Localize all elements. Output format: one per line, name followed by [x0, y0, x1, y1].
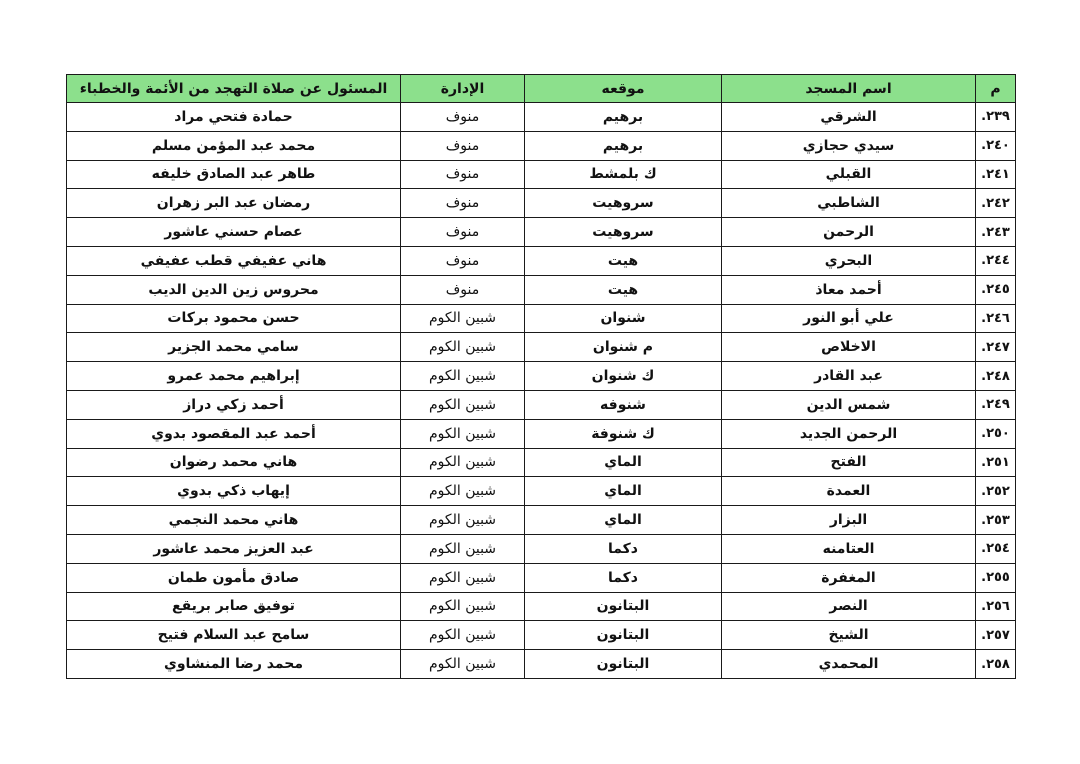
cell-mosque-name: أحمد معاذ [722, 275, 976, 304]
cell-location: م شنوان [525, 333, 722, 362]
cell-administration: شبين الكوم [401, 592, 525, 621]
cell-responsible: محروس زين الدين الديب [67, 275, 401, 304]
cell-mosque-name: الرحمن الجديد [722, 419, 976, 448]
table-row [67, 103, 1016, 132]
table-row [67, 477, 1016, 506]
cell-num: ٢٤٢. [976, 189, 1016, 218]
table-row [67, 592, 1016, 621]
cell-num: ٢٤٤. [976, 246, 1016, 275]
table-row [67, 275, 1016, 304]
cell-location: الماي [525, 506, 722, 535]
cell-mosque-name: العمدة [722, 477, 976, 506]
cell-responsible: رمضان عبد البر زهران [67, 189, 401, 218]
cell-num: ٢٥٨. [976, 650, 1016, 679]
cell-mosque-name: النصر [722, 592, 976, 621]
cell-administration: شبين الكوم [401, 621, 525, 650]
cell-administration: شبين الكوم [401, 650, 525, 679]
cell-location: دكما [525, 534, 722, 563]
header-num: م [976, 75, 1016, 103]
header-mosque-name: اسم المسجد [722, 75, 976, 103]
cell-num: ٢٤١. [976, 160, 1016, 189]
cell-administration: منوف [401, 131, 525, 160]
header-row [67, 75, 1016, 103]
tahajjud-schedule-sheet [66, 74, 1015, 679]
cell-num: ٢٣٩. [976, 103, 1016, 132]
cell-responsible: عبد العزيز محمد عاشور [67, 534, 401, 563]
tahajjud-responsibility-table [66, 74, 1016, 679]
cell-responsible: عصام حسني عاشور [67, 218, 401, 247]
table-row [67, 448, 1016, 477]
cell-administration: شبين الكوم [401, 534, 525, 563]
cell-mosque-name: القبلي [722, 160, 976, 189]
table-row [67, 246, 1016, 275]
table-row [67, 189, 1016, 218]
table-row [67, 563, 1016, 592]
cell-responsible: حسن محمود بركات [67, 304, 401, 333]
cell-responsible: هاني عفيفي قطب عفيفي [67, 246, 401, 275]
cell-num: ٢٥٥. [976, 563, 1016, 592]
cell-location: ك شنوفة [525, 419, 722, 448]
cell-num: ٢٥٦. [976, 592, 1016, 621]
table-row [67, 304, 1016, 333]
cell-administration: منوف [401, 189, 525, 218]
cell-location: ك شنوان [525, 362, 722, 391]
cell-mosque-name: المغفرة [722, 563, 976, 592]
cell-num: ٢٤٠. [976, 131, 1016, 160]
cell-mosque-name: الشرقي [722, 103, 976, 132]
cell-location: برهيم [525, 131, 722, 160]
cell-num: ٢٤٥. [976, 275, 1016, 304]
cell-location: هيت [525, 246, 722, 275]
cell-num: ٢٥٤. [976, 534, 1016, 563]
cell-location: سروهيت [525, 189, 722, 218]
table-row [67, 131, 1016, 160]
cell-mosque-name: عبد القادر [722, 362, 976, 391]
cell-administration: شبين الكوم [401, 304, 525, 333]
cell-responsible: إبراهيم محمد عمرو [67, 362, 401, 391]
cell-administration: منوف [401, 103, 525, 132]
table-row [67, 390, 1016, 419]
cell-responsible: توفيق صابر بريقع [67, 592, 401, 621]
cell-mosque-name: الاخلاص [722, 333, 976, 362]
table-row [67, 333, 1016, 362]
cell-mosque-name: البزار [722, 506, 976, 535]
table-row [67, 218, 1016, 247]
header-administration: الإدارة [401, 75, 525, 103]
cell-administration: منوف [401, 275, 525, 304]
cell-num: ٢٤٧. [976, 333, 1016, 362]
cell-mosque-name: المحمدي [722, 650, 976, 679]
cell-administration: منوف [401, 246, 525, 275]
cell-num: ٢٤٨. [976, 362, 1016, 391]
header-location: موقعه [525, 75, 722, 103]
cell-location: الماي [525, 448, 722, 477]
cell-responsible: إيهاب ذكي بدوي [67, 477, 401, 506]
cell-responsible: حمادة فتحي مراد [67, 103, 401, 132]
cell-responsible: سامي محمد الجزير [67, 333, 401, 362]
cell-location: ك بلمشط [525, 160, 722, 189]
cell-administration: شبين الكوم [401, 477, 525, 506]
cell-mosque-name: البحري [722, 246, 976, 275]
table-row [67, 650, 1016, 679]
cell-num: ٢٥٣. [976, 506, 1016, 535]
cell-num: ٢٤٣. [976, 218, 1016, 247]
cell-administration: شبين الكوم [401, 362, 525, 391]
cell-administration: منوف [401, 218, 525, 247]
cell-location: هيت [525, 275, 722, 304]
cell-responsible: هاني محمد النجمي [67, 506, 401, 535]
cell-administration: منوف [401, 160, 525, 189]
cell-administration: شبين الكوم [401, 419, 525, 448]
cell-responsible: هاني محمد رضوان [67, 448, 401, 477]
cell-num: ٢٥١. [976, 448, 1016, 477]
cell-location: شنوان [525, 304, 722, 333]
cell-responsible: محمد عبد المؤمن مسلم [67, 131, 401, 160]
cell-mosque-name: الفتح [722, 448, 976, 477]
table-row [67, 506, 1016, 535]
table-row [67, 534, 1016, 563]
cell-location: شنوفه [525, 390, 722, 419]
table-row [67, 621, 1016, 650]
cell-responsible: أحمد عبد المقصود بدوي [67, 419, 401, 448]
cell-mosque-name: الرحمن [722, 218, 976, 247]
table-header [67, 75, 1016, 103]
cell-administration: شبين الكوم [401, 333, 525, 362]
cell-num: ٢٥٢. [976, 477, 1016, 506]
cell-mosque-name: علي أبو النور [722, 304, 976, 333]
cell-location: سروهيت [525, 218, 722, 247]
cell-mosque-name: العتامنه [722, 534, 976, 563]
cell-mosque-name: سيدي حجازي [722, 131, 976, 160]
header-responsible: المسئول عن صلاة التهجد من الأئمة والخطباء [67, 75, 401, 103]
cell-mosque-name: شمس الدين [722, 390, 976, 419]
cell-administration: شبين الكوم [401, 448, 525, 477]
cell-responsible: سامح عبد السلام فتيح [67, 621, 401, 650]
cell-mosque-name: الشاطبي [722, 189, 976, 218]
cell-location: برهيم [525, 103, 722, 132]
table-row [67, 160, 1016, 189]
cell-responsible: محمد رضا المنشاوي [67, 650, 401, 679]
cell-administration: شبين الكوم [401, 506, 525, 535]
table-body [67, 103, 1016, 679]
cell-responsible: صادق مأمون طمان [67, 563, 401, 592]
cell-num: ٢٤٦. [976, 304, 1016, 333]
cell-location: البتانون [525, 592, 722, 621]
cell-location: البتانون [525, 650, 722, 679]
cell-num: ٢٤٩. [976, 390, 1016, 419]
cell-responsible: أحمد زكي دراز [67, 390, 401, 419]
table-row [67, 362, 1016, 391]
cell-num: ٢٥٧. [976, 621, 1016, 650]
cell-administration: شبين الكوم [401, 563, 525, 592]
cell-location: الماي [525, 477, 722, 506]
cell-mosque-name: الشيخ [722, 621, 976, 650]
cell-location: دكما [525, 563, 722, 592]
cell-num: ٢٥٠. [976, 419, 1016, 448]
table-row [67, 419, 1016, 448]
cell-location: البتانون [525, 621, 722, 650]
cell-administration: شبين الكوم [401, 390, 525, 419]
cell-responsible: طاهر عبد الصادق خليفه [67, 160, 401, 189]
